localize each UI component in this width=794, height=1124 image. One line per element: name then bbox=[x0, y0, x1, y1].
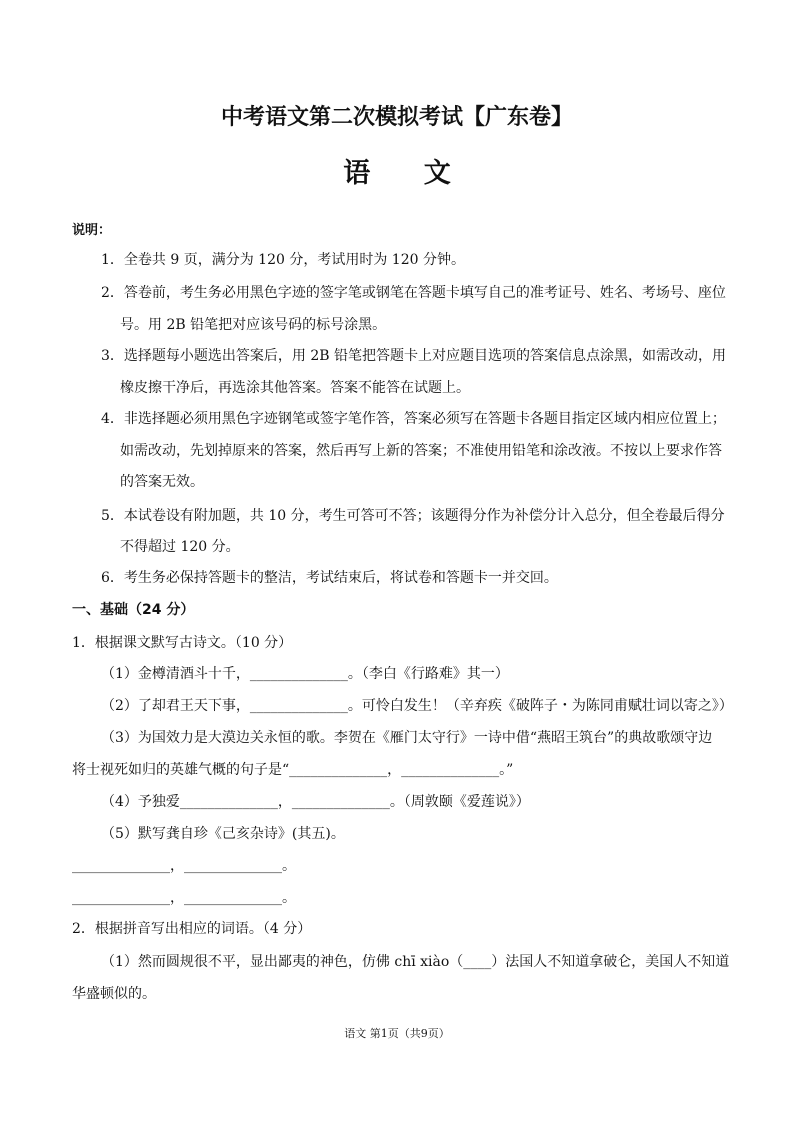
instruction-item: 3．选择题每小题选出答案后，用 2B 铅笔把答题卡上对应题目选项的答案信息点涂黑，如需改动，用 bbox=[101, 348, 727, 364]
instruction-item: 号。用 2B 铅笔把对应该号码的标号涂黑。 bbox=[120, 317, 387, 333]
question-stem: 2．根据拼音写出相应的词语。（4 分） bbox=[72, 921, 312, 937]
subject-title: 语 文 bbox=[343, 158, 473, 189]
page-footer: 语文 第1页（共9页） bbox=[344, 1027, 450, 1040]
question-stem: 1．根据课文默写古诗文。（10 分） bbox=[72, 635, 293, 651]
question-line: 将士视死如归的英雄气概的句子是“______________，______________。” bbox=[72, 762, 514, 778]
instruction-item: 5．本试卷设有附加题，共 10 分，考生可答可不答；该题得分作为补偿分计入总分，但全卷最后得分 bbox=[101, 508, 725, 524]
question-line: 华盛顿似的。 bbox=[72, 986, 156, 1002]
instruction-item: 2．答卷前，考生务必用黑色字迹的签字笔或钢笔在答题卡填写自己的准考证号、姓名、考场号、座位 bbox=[101, 285, 726, 301]
instructions-label: 说明： bbox=[72, 223, 112, 238]
question-line: （5）默写龚自珍《己亥杂诗》(其五)。 bbox=[101, 826, 345, 842]
instruction-item: 4．非选择题必须用黑色字迹钢笔或签字笔作答，答案必须写在答题卡各题目指定区域内相应位置上； bbox=[101, 411, 726, 427]
instruction-item: 6．考生务必保持答题卡的整洁，考试结束后，将试卷和答题卡一并交回。 bbox=[101, 570, 558, 586]
question-line: （1）金樽清酒斗十千，______________。（李白《行路难》其一） bbox=[101, 666, 509, 682]
instruction-item: 1．全卷共 9 页，满分为 120 分，考试用时为 120 分钟。 bbox=[101, 252, 465, 268]
question-line: （1）然而圆规很不平，显出鄙夷的神色，仿佛 chī xiào（____）法国人不知道拿破仑，美国人不知道 bbox=[101, 954, 730, 970]
instruction-item: 不得超过 120 分。 bbox=[120, 539, 240, 555]
question-line: ______________，______________。 bbox=[72, 890, 296, 906]
instruction-item: 橡皮擦干净后，再选涂其他答案。答案不能答在试题上。 bbox=[120, 380, 470, 396]
question-line: （3）为国效力是大漠边关永恒的歌。李贺在《雁门太守行》一诗中借“燕昭王筑台”的典故歌颂守边 bbox=[101, 730, 713, 746]
section-heading: 一、基础（24 分） bbox=[72, 602, 195, 618]
instruction-item: 的答案无效。 bbox=[120, 474, 204, 490]
exam-title: 中考语文第二次模拟考试【广东卷】 bbox=[220, 105, 573, 130]
instruction-item: 如需改动，先划掉原来的答案，然后再写上新的答案；不准使用铅笔和涂改液。不按以上要求作答 bbox=[120, 443, 722, 459]
question-line: （4）予独爱______________，______________。（周敦颐《爱莲说》） bbox=[101, 794, 530, 810]
question-line: ______________，______________。 bbox=[72, 858, 296, 874]
question-line: （2）了却君王天下事，______________。可怜白发生！（辛弃疾《破阵子・为陈同甫赋壮词以寄之》） bbox=[101, 698, 733, 714]
